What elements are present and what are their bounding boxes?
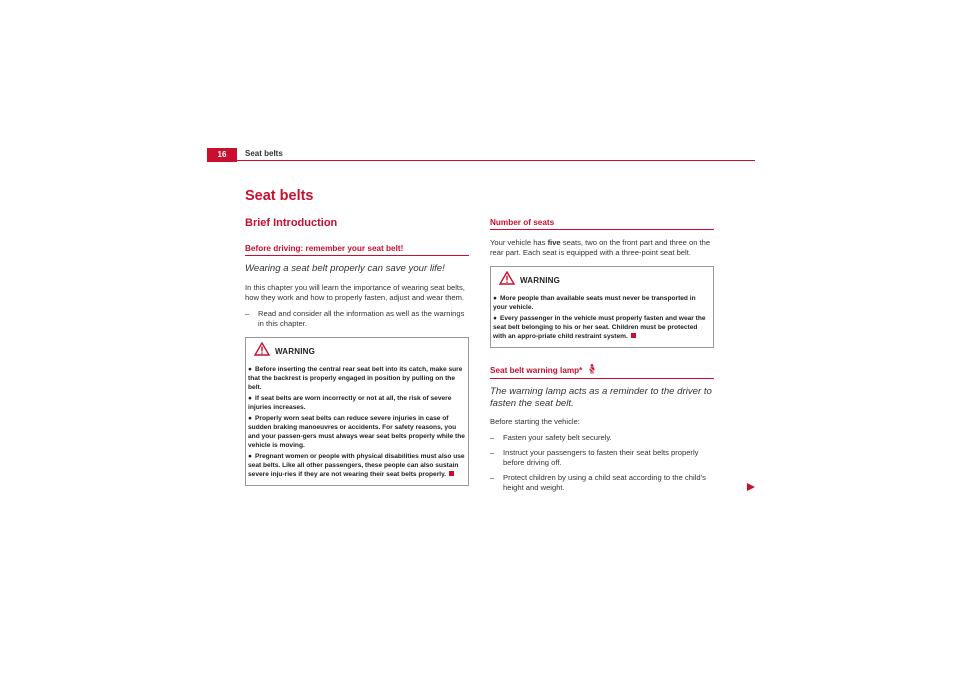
right-warning-box <box>490 266 714 348</box>
warning-triangle-icon <box>499 271 515 290</box>
continue-arrow-icon <box>746 479 756 497</box>
left-column <box>245 244 469 486</box>
left-warning-box <box>245 337 469 486</box>
lamp-step: – Protect children by using a child seat according to the child’s height and weight. <box>490 473 706 492</box>
left-intro: In this chapter you will learn the importance of wearing seat belts, how they work and how to properly fasten, adjust and wear them. <box>245 282 465 302</box>
section-title: Brief Introduction <box>245 217 338 229</box>
left-step-text: Read and consider all the information as well as the warnings in this chapter. <box>258 308 465 328</box>
warning-triangle-icon <box>254 342 270 361</box>
warning-item: ● Properly worn seat belts can reduce severe injuries in case of sudden braking manoeuvres or accidents. For safety reasons, you and your passen-gers must always wear seat belts properly while the vehicle is moving. <box>248 414 465 449</box>
lamp-tagline: The warning lamp acts as a reminder to the driver to fasten the seat belt. <box>490 386 712 409</box>
seat-belt-lamp-icon <box>588 364 596 376</box>
lamp-step: – Instruct your passengers to fasten their seat belts properly before driving off. <box>490 448 699 467</box>
warning-item: ● Every passenger in the vehicle must properly fasten and wear the seat belt belonging to his or her seat. Children must be protected with an appro-priate child restraint system. <box>493 315 706 340</box>
warning-item: ● If seat belts are worn incorrectly or not at all, the risk of severe injuries increases. <box>248 394 452 411</box>
lamp-step: – Fasten your safety belt securely. <box>490 433 612 442</box>
running-title: Seat belts <box>245 149 283 158</box>
seats-text: Your vehicle has five seats, two on the front part and three on the rear part. Each seat is equipped with a three-point seat belt. <box>490 238 711 257</box>
lamp-intro: Before starting the vehicle: <box>490 417 580 426</box>
page-number: 16 <box>207 148 237 162</box>
right-column <box>490 218 714 498</box>
warning-item: ● More people than available seats must never be transported in your vehicle. <box>493 295 696 311</box>
chapter-title: Seat belts <box>245 188 314 204</box>
warning-label: WARNING <box>520 276 561 285</box>
left-step: – Read and consider all the information as well as the warnings in this chapter. <box>245 309 469 329</box>
end-mark-icon <box>449 471 454 476</box>
number-of-seats-heading: Number of seats <box>490 218 714 230</box>
warning-item: ● Before inserting the central rear seat belt into its catch, make sure that the backrest is properly engaged in position by pulling on the belt. <box>248 365 463 391</box>
before-driving-heading: Before driving: remember your seat belt! <box>245 244 469 256</box>
header-rule <box>207 160 755 161</box>
warning-item: ● Pregnant women or people with physical disabilities must also use seat belts. Like all other passengers, these people can also sustain severe inju-ries if they are not wearing their seat belts properly. <box>248 452 465 478</box>
warning-lamp-heading: Seat belt warning lamp* <box>490 364 714 379</box>
warning-label: WARNING <box>275 346 316 356</box>
seats-count: five <box>547 238 561 247</box>
left-tagline: Wearing a seat belt properly can save your life! <box>245 263 445 274</box>
end-mark-icon <box>631 333 636 338</box>
